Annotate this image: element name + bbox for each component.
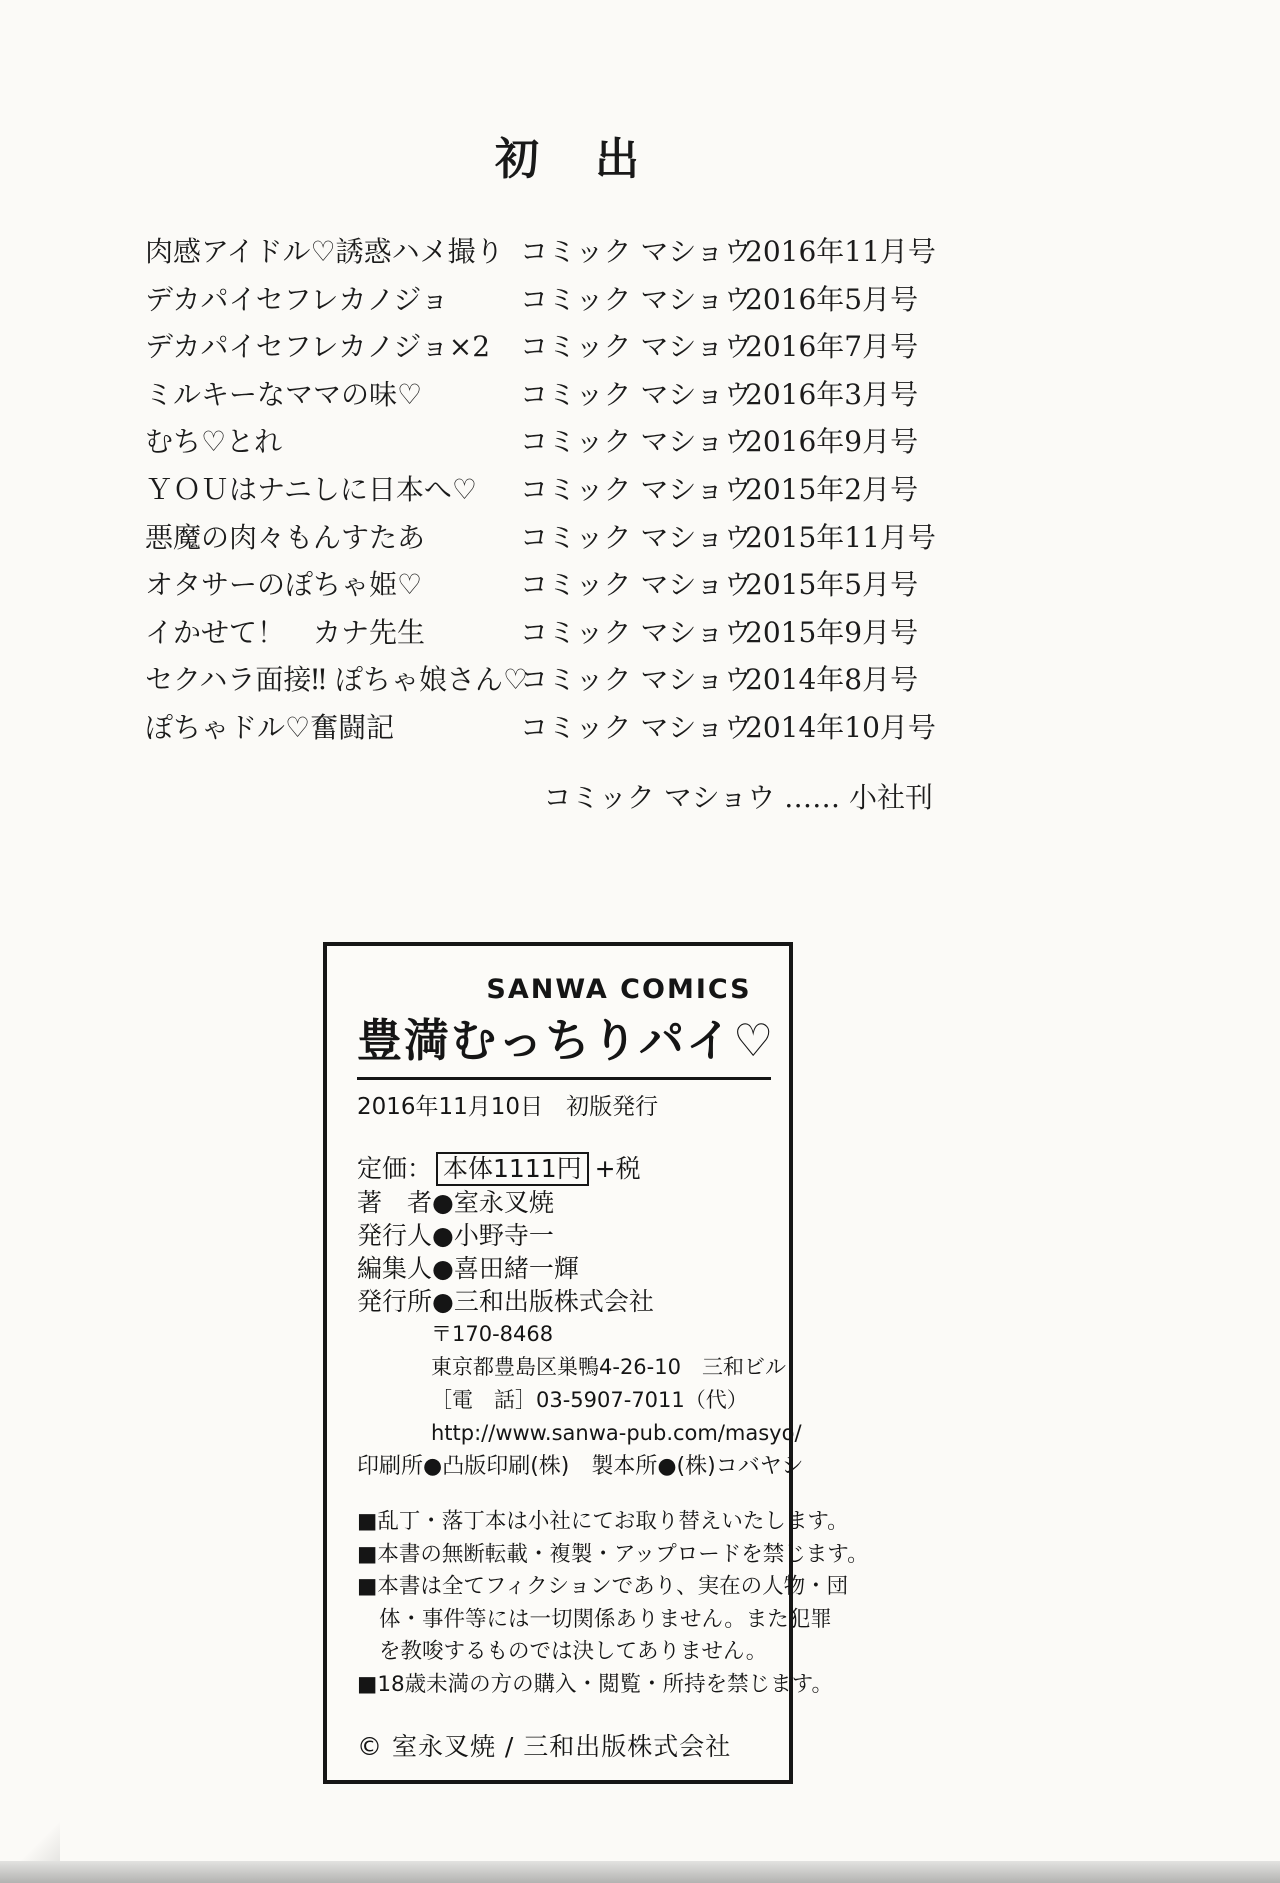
notice-line: ■本書は全てフィクションであり、実在の人物・団 [357, 1574, 849, 1599]
price-tax-suffix: +税 [594, 1154, 641, 1183]
issue-date: 2016年3月号 [745, 377, 919, 411]
magazine-name: コミック マショウ [520, 235, 752, 268]
magazine-name: コミック マショウ [520, 663, 752, 697]
issue-date: 2015年11月号 [745, 520, 936, 554]
issue-date: 2015年5月号 [745, 568, 919, 602]
issue-date: 2016年5月号 [745, 282, 919, 316]
price-boxed-value: 本体1111円 [436, 1152, 589, 1186]
magazine-name: コミック マショウ [520, 520, 752, 554]
price-label: 定価： [357, 1154, 433, 1183]
notice-line-continuation: を教唆するものでは決してありません。 [379, 1639, 768, 1664]
printing-binding-line: 印刷所●凸版印刷(株) 製本所●(株)コバヤシ [357, 1454, 804, 1479]
publication-list [145, 230, 935, 754]
publication-row [145, 706, 935, 754]
magazine-name: コミック マショウ [520, 282, 752, 316]
publishing-house-line: 発行所●三和出版株式会社 [357, 1287, 654, 1316]
chapter-title: デカパイセフレカノジョ [145, 282, 449, 316]
publication-row [145, 325, 935, 373]
book-title: 豊満むっちりパイ♡ [357, 1013, 771, 1080]
chapter-title: ＹＯＵはナニしに日本へ♡ [145, 472, 477, 506]
publication-row [145, 230, 935, 278]
chapter-title: ミルキーなママの味♡ [145, 377, 423, 411]
issue-date: 2015年9月号 [745, 615, 919, 649]
publisher-address-block [357, 1318, 802, 1450]
postal-code: 〒170-8468 [431, 1322, 554, 1346]
issue-date: 2016年9月号 [745, 425, 919, 459]
issue-date: 2014年8月号 [745, 663, 919, 697]
edition-date: 2016年11月10日 初版発行 [357, 1094, 659, 1120]
chapter-title: 悪魔の肉々もんすたあ [145, 520, 426, 554]
magazine-publisher-note: コミック マショウ …… 小社刊 [543, 781, 933, 814]
publication-row [145, 468, 935, 516]
publication-row [145, 611, 935, 659]
colophon-box [323, 942, 869, 1784]
publication-row [145, 278, 935, 326]
page-title: 初 出 [495, 134, 645, 186]
editor-line: 編集人●喜田緒一輝 [357, 1254, 579, 1283]
credits-block [357, 1186, 771, 1318]
magazine-name: コミック マショウ [520, 615, 752, 649]
notice-line: ■18歳未満の方の購入・閲覧・所持を禁じます。 [357, 1671, 833, 1697]
street-address: 東京都豊島区巣鴨4-26-10 三和ビル [431, 1355, 786, 1379]
chapter-title: デカパイセフレカノジョ×2 [145, 330, 491, 364]
magazine-name: コミック マショウ [520, 710, 752, 744]
magazine-name: コミック マショウ [520, 425, 752, 459]
chapter-title: 肉感アイドル♡誘惑ハメ撮り [145, 235, 504, 268]
chapter-title: オタサーのぽちゃ姫♡ [145, 568, 423, 602]
notice-line-continuation: 体・事件等には一切関係ありません。また犯罪 [379, 1606, 832, 1632]
chapter-title: セクハラ面接‼ ぽちゃ娘さん♡ [145, 663, 529, 697]
magazine-name: コミック マショウ [520, 568, 752, 602]
publication-row [145, 658, 935, 706]
publication-row [145, 563, 935, 611]
scan-bottom-edge [0, 1861, 1280, 1883]
issue-date: 2016年11月号 [745, 235, 936, 268]
chapter-title: むち♡とれ [145, 425, 283, 459]
publication-row [145, 516, 935, 564]
publisher-url: http://www.sanwa-pub.com/masyo/ [431, 1421, 802, 1445]
notice-line: ■本書の無断転載・複製・アップロードを禁じます。 [357, 1541, 869, 1567]
issue-date: 2016年7月号 [745, 330, 919, 364]
chapter-title: ぽちゃドル♡奮闘記 [145, 710, 395, 744]
issue-date: 2015年2月号 [745, 472, 919, 506]
legal-notices [357, 1506, 869, 1701]
phone-number: ［電 話］03-5907-7011（代） [431, 1388, 748, 1412]
imprint-label: SANWA COMICS [486, 974, 752, 1005]
publisher-person-line: 発行人●小野寺一 [357, 1221, 554, 1250]
chapter-title: イかせて！ カナ先生 [145, 615, 426, 649]
publication-row [145, 373, 935, 421]
author-line: 著 者●室永叉焼 [357, 1188, 554, 1217]
issue-date: 2014年10月号 [745, 710, 936, 744]
magazine-name: コミック マショウ [520, 472, 752, 506]
magazine-name: コミック マショウ [520, 330, 752, 364]
publication-row [145, 420, 935, 468]
copyright-line: © 室永叉焼 / 三和出版株式会社 [357, 1732, 732, 1761]
price-line [357, 1152, 771, 1186]
notice-line: ■乱丁・落丁本は小社にてお取り替えいたします。 [357, 1509, 849, 1534]
magazine-name: コミック マショウ [520, 377, 752, 411]
